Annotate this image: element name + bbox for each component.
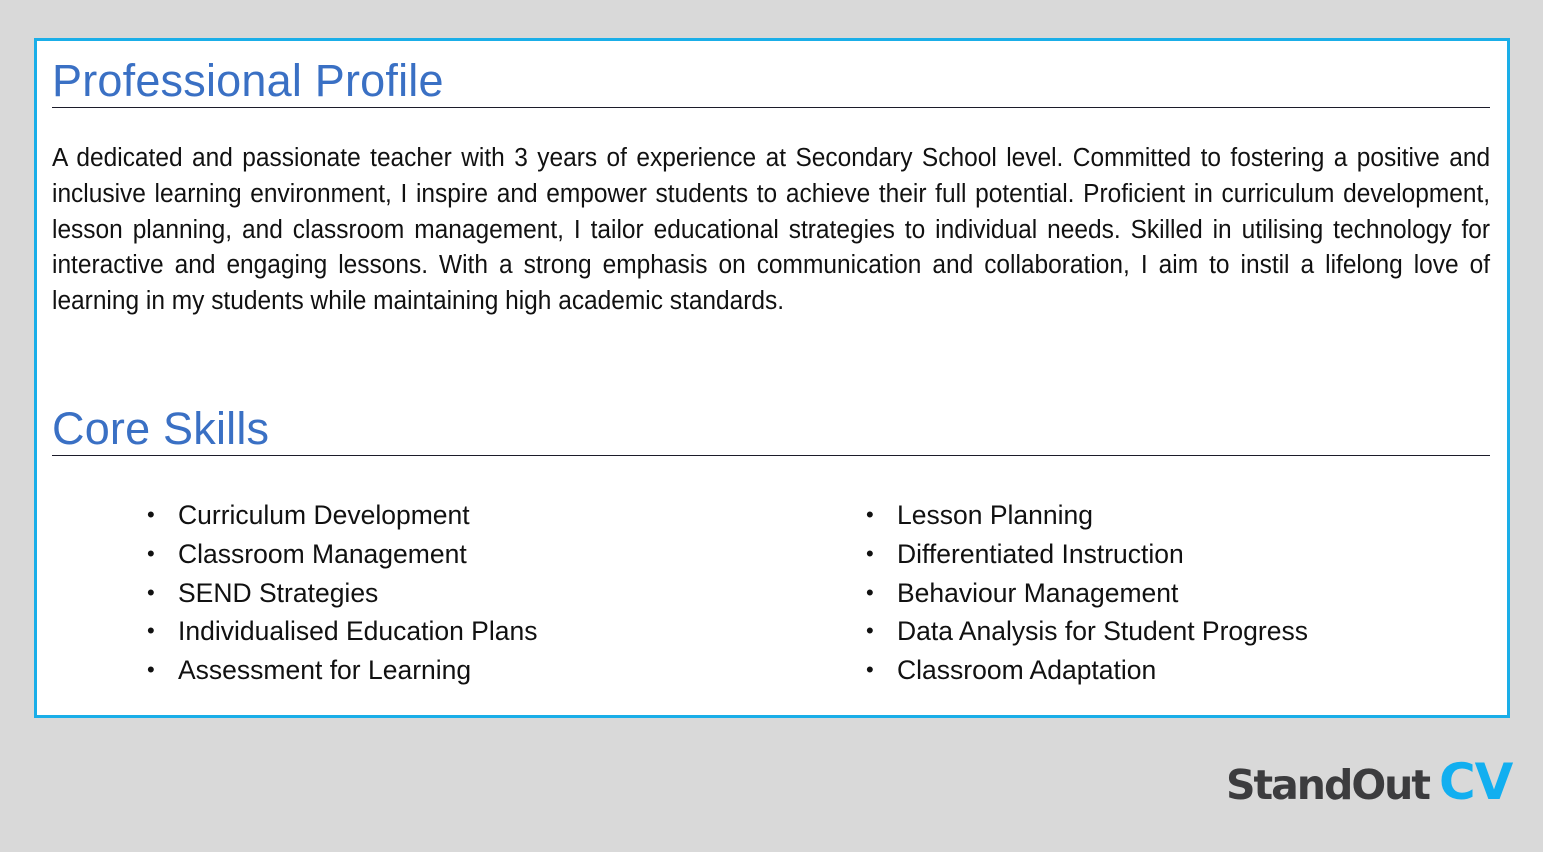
skills-heading-divider [52,455,1490,456]
skill-label: Assessment for Learning [178,655,472,686]
bullet-icon: • [866,657,874,683]
bullet-icon: • [147,540,155,566]
professional-profile-heading: Professional Profile [52,55,444,106]
skill-label: Behaviour Management [897,577,1179,608]
skill-label: Differentiated Instruction [897,538,1184,569]
bullet-icon: • [866,618,874,644]
bullet-icon: • [866,540,874,566]
skill-label: Classroom Management [178,538,467,569]
cv-section-card [34,38,1510,718]
bullet-icon: • [147,618,155,644]
bullet-icon: • [866,579,874,605]
skill-label: Lesson Planning [897,500,1093,530]
logo-accent-text: CV [1438,753,1513,811]
bullet-icon: • [147,657,155,683]
professional-profile-text: A dedicated and passionate teacher with 3 years of experience at Secondary School level. Committed to fostering a positive and inclusive learning environment, I inspire and empower students to achieve their full potential. Proficient in curriculum development, lesson planning, and classroom management, I tailor educational strategies to individual needs. Skilled in utilising technology for interactive and engaging lessons. With a strong emphasis on communication and collaboration, I aim to instil a lifelong love of learning in my students while maintaining high academic standards. [52,144,1491,316]
skill-label: SEND Strategies [178,577,379,608]
skill-label: Individualised Education Plans [178,616,538,647]
logo-brand-text: StandOut [1226,761,1429,809]
core-skills-heading: Core Skills [52,403,270,454]
bullet-icon: • [147,579,155,605]
standout-cv-logo [1226,752,1512,812]
skill-label: Data Analysis for Student Progress [897,616,1308,647]
bullet-icon: • [147,502,155,527]
bullet-icon: • [866,502,874,527]
profile-heading-divider [52,107,1490,108]
skill-label: Curriculum Development [178,500,470,530]
skill-label: Classroom Adaptation [897,655,1157,686]
